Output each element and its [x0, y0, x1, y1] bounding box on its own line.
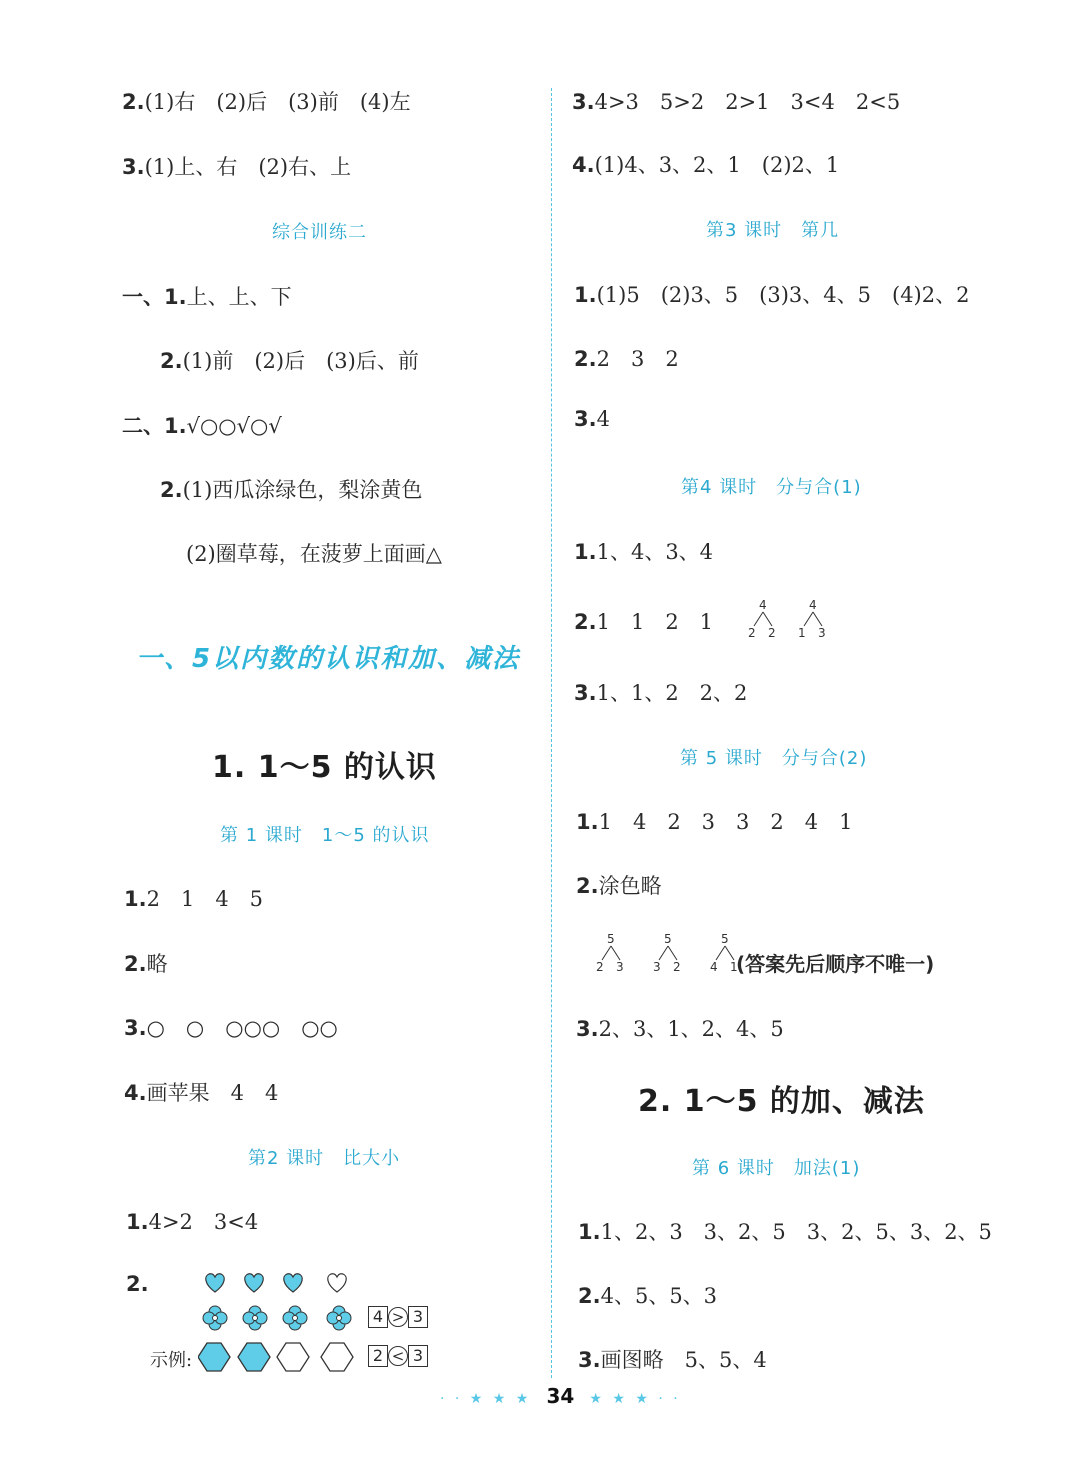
chapter-title: 一、5以内数的认识和加、减法: [136, 644, 521, 674]
answer-line: 一、1.上、上、下: [122, 285, 292, 309]
flower-icon: [327, 1306, 351, 1330]
heart-icon: [245, 1274, 263, 1292]
star-icon: ★ ★ ★ · ·: [589, 1391, 681, 1407]
answer-line: 2.: [126, 1272, 149, 1296]
hexagon-icon: [277, 1343, 309, 1371]
answer-line: 3.4: [574, 407, 610, 431]
section-title: 1. 1～5 的认识: [212, 750, 437, 785]
heart-icon: [284, 1274, 302, 1292]
answer-line: 3.1、1、2 2、2: [574, 681, 748, 705]
hexagon-icon: [198, 1343, 230, 1371]
lesson-heading: 第 1 课时 1～5 的认识: [220, 825, 430, 846]
answer-line: 2.2 3 2: [574, 347, 679, 371]
answer-line: 2.4、5、5、3: [578, 1284, 718, 1308]
answer-line: 3.画图略 5、5、4: [578, 1348, 767, 1372]
lesson-heading: 第2 课时 比大小: [248, 1148, 401, 1169]
answer-line: 1.1 4 2 3 3 2 4 1: [576, 810, 853, 834]
heart-icon: [328, 1274, 346, 1292]
answer-line: 1.(1)5 (2)3、5 (3)3、4、5 (4)2、2: [574, 283, 970, 307]
answer-line: 1.4>2 3<4: [126, 1210, 259, 1234]
heart-icon: [206, 1274, 224, 1292]
answer-line: 3.○ ○ ○○○ ○○: [124, 1016, 338, 1040]
page-number: 34: [546, 1384, 575, 1408]
answer-line: 4.画苹果 4 4: [124, 1081, 279, 1105]
hexagon-row: [198, 1341, 358, 1373]
lesson-heading: 第 6 课时 加法(1): [692, 1158, 861, 1179]
lesson-heading: 第3 课时 第几: [706, 220, 840, 241]
number-bond: 5 4 1: [710, 932, 738, 974]
answer-line: 2.(1)前 (2)后 (3)后、前: [160, 349, 419, 373]
answer-line: 4.(1)4、3、2、1 (2)2、1: [572, 153, 840, 177]
compare-boxes: 4 > 3: [368, 1306, 428, 1328]
answer-line: 1.1、2、3 3、2、5 3、2、5、3、2、5: [578, 1220, 992, 1244]
answer-line: 3.(1)上、右 (2)右、上: [122, 155, 352, 179]
column-divider: [551, 88, 552, 1378]
order-note: (答案先后顺序不唯一): [736, 952, 935, 976]
number-bond: 5 3 2: [653, 932, 681, 974]
answer-line: 1.1、4、3、4: [574, 540, 714, 564]
number-bond: 4 1 3: [798, 598, 826, 640]
answer-line: 1.2 1 4 5: [124, 887, 264, 911]
flower-icon: [243, 1306, 267, 1330]
section-heading: 综合训练二: [272, 222, 367, 243]
answer-line: 2.1 1 2 1: [574, 610, 714, 634]
hexagon-icon: [321, 1343, 353, 1371]
lesson-heading: 第4 课时 分与合(1): [681, 477, 862, 498]
star-icon: · · ★ ★ ★: [440, 1391, 532, 1407]
answer-line: 2.(1)西瓜涂绿色，梨涂黄色: [160, 478, 423, 502]
number-bond: 4 2 2: [748, 598, 776, 640]
answer-line: 二、1.√○○√○√: [122, 414, 282, 438]
flower-icon: [283, 1306, 307, 1330]
answer-line: 2.涂色略: [576, 874, 662, 898]
answer-line: 3.4>3 5>2 2>1 3<4 2<5: [572, 90, 901, 114]
lesson-heading: 第 5 课时 分与合(2): [680, 748, 868, 769]
answer-line: 2.略: [124, 952, 168, 976]
example-label: 示例:: [150, 1350, 193, 1371]
answer-line: 3.2、3、1、2、4、5: [576, 1017, 784, 1041]
flower-row: [200, 1304, 360, 1332]
hexagon-icon: [238, 1343, 270, 1371]
page-footer: [440, 1384, 681, 1408]
answer-line: (2)圈草莓，在菠萝上面画△: [186, 542, 442, 566]
number-bond: 5 2 3: [596, 932, 624, 974]
flower-icon: [203, 1306, 227, 1330]
section-title: 2. 1～5 的加、减法: [638, 1084, 925, 1119]
answer-line: 2.(1)右 (2)后 (3)前 (4)左: [122, 90, 411, 114]
heart-row: [202, 1270, 362, 1296]
compare-boxes: 2 < 3: [368, 1345, 428, 1367]
